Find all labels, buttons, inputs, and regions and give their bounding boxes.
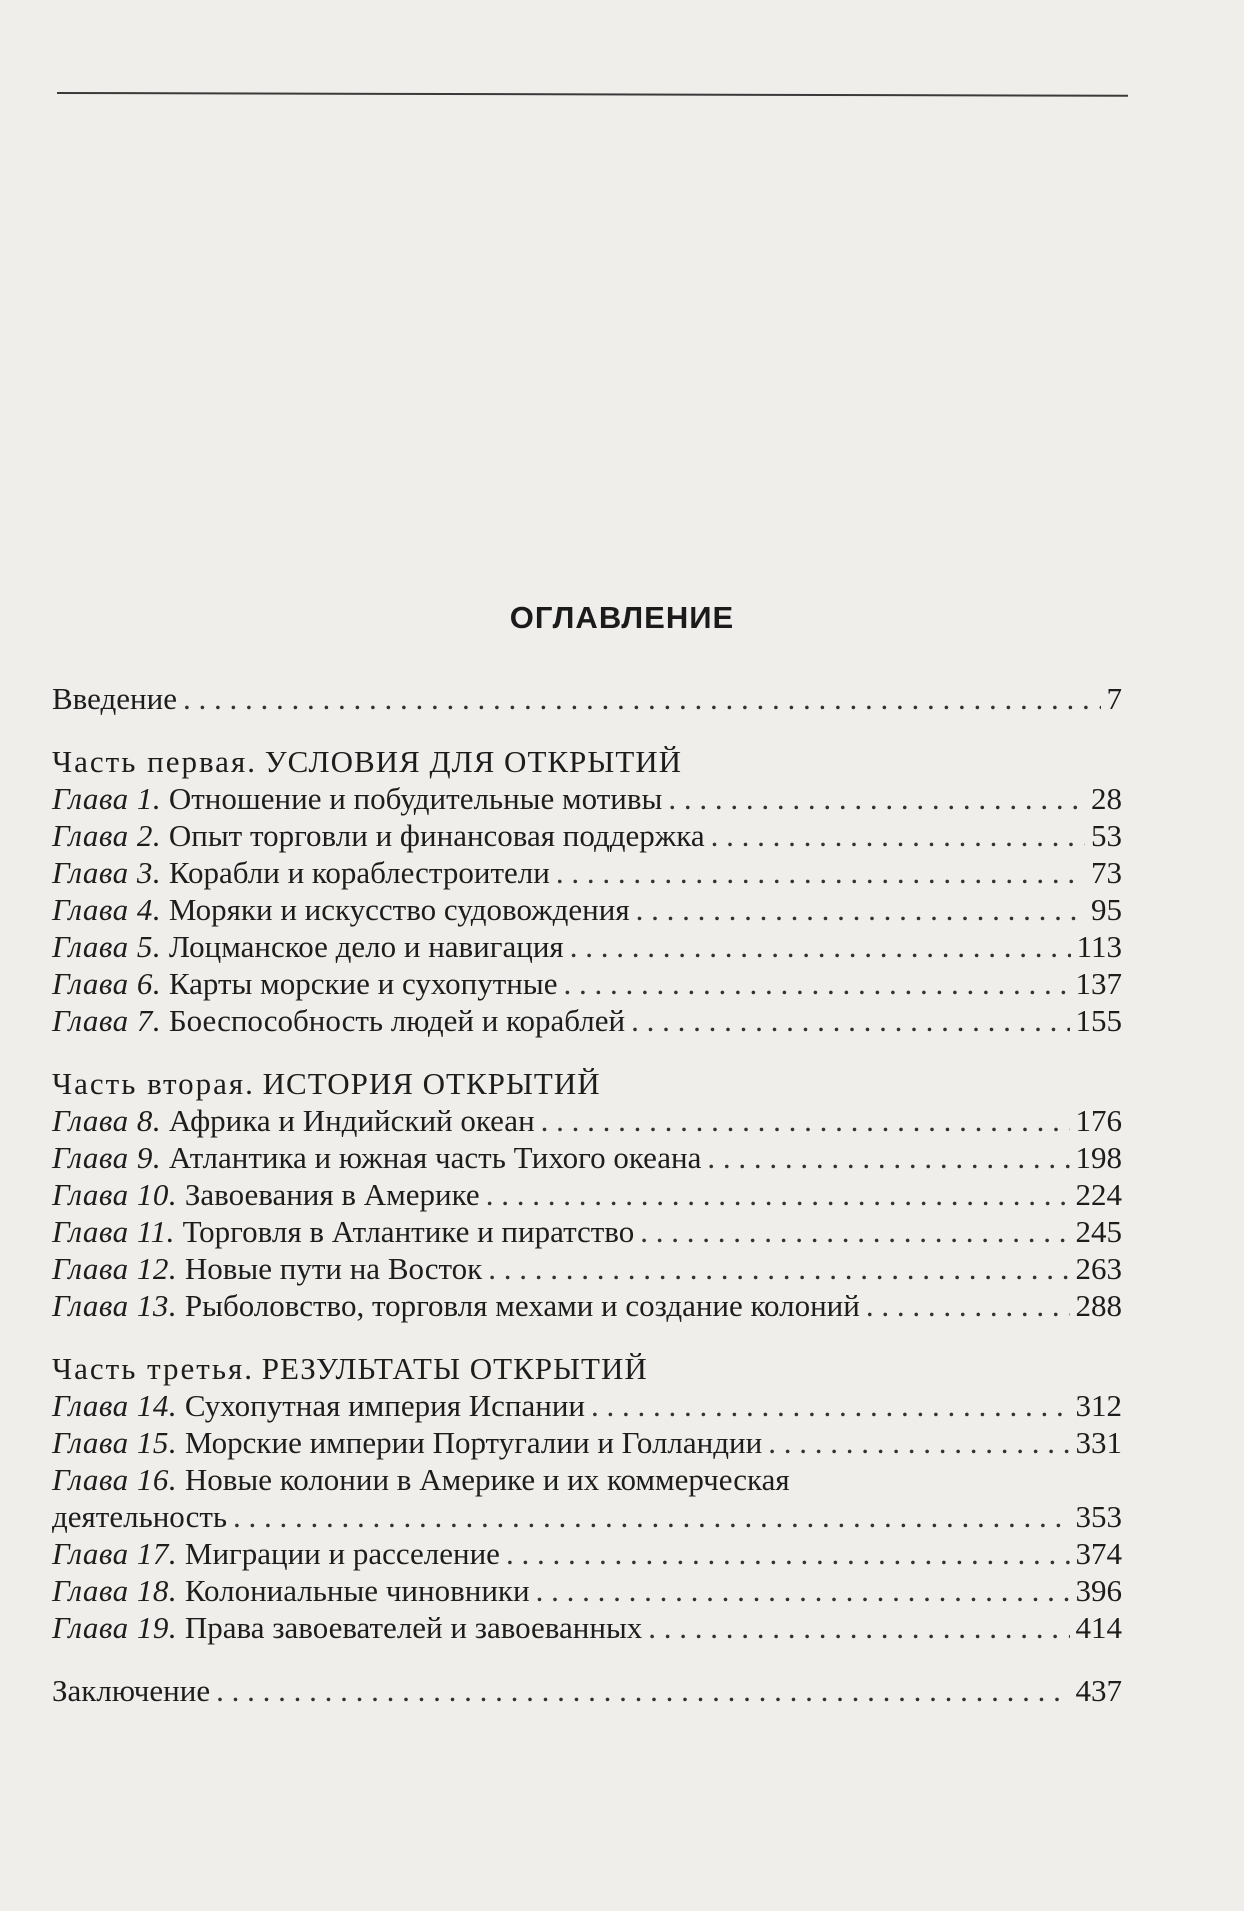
chapter-number: Глава 6. bbox=[52, 966, 162, 1001]
toc-entry-first-line bbox=[52, 1461, 1122, 1498]
page-number: 198 bbox=[1075, 1140, 1122, 1175]
chapter-title: Рыболовство, торговля мехами и создание колоний bbox=[184, 1288, 860, 1323]
entry-label: Введение bbox=[52, 681, 177, 716]
toc-entry bbox=[52, 1609, 1122, 1646]
page-number: 176 bbox=[1075, 1103, 1122, 1138]
part-name: УСЛОВИЯ ДЛЯ ОТКРЫТИЙ bbox=[264, 744, 683, 779]
chapter-title-continuation: деятельность bbox=[52, 1499, 228, 1534]
page-number: 155 bbox=[1075, 1003, 1122, 1038]
chapter-title: Новые пути на Восток bbox=[184, 1251, 483, 1286]
page-number: 414 bbox=[1075, 1610, 1122, 1645]
page-number: 95 bbox=[1091, 892, 1122, 927]
chapter-title: Новые колонии в Америке и их коммерческая bbox=[184, 1462, 790, 1497]
chapter-title: Отношение и побудительные мотивы bbox=[168, 781, 663, 816]
chapter-number: Глава 14. bbox=[52, 1388, 178, 1423]
entry-label: Заключение bbox=[52, 1673, 211, 1708]
toc-entry bbox=[52, 854, 1122, 891]
chapter-number: Глава 5. bbox=[52, 929, 162, 964]
page-number: 263 bbox=[1075, 1251, 1122, 1286]
dot-leader bbox=[541, 1102, 1070, 1139]
dot-leader bbox=[233, 1498, 1069, 1535]
chapter-title: Сухопутная империя Испании bbox=[184, 1388, 586, 1423]
page-number: 224 bbox=[1075, 1177, 1122, 1212]
page-number: 396 bbox=[1075, 1573, 1122, 1608]
chapter-title: Морские империи Португалии и Голландии bbox=[184, 1425, 763, 1460]
toc-entry bbox=[52, 1535, 1122, 1572]
chapter-number: Глава 1. bbox=[52, 781, 162, 816]
page-number: 353 bbox=[1075, 1499, 1122, 1534]
toc-entry bbox=[52, 1213, 1122, 1250]
part-name: ИСТОРИЯ ОТКРЫТИЙ bbox=[262, 1066, 601, 1101]
chapter-title: Корабли и кораблестроители bbox=[168, 855, 550, 890]
page-number: 28 bbox=[1091, 781, 1122, 816]
dot-leader bbox=[570, 928, 1071, 965]
page-number: 7 bbox=[1106, 681, 1122, 716]
dot-leader bbox=[563, 965, 1069, 1002]
chapter-number: Глава 19. bbox=[52, 1610, 178, 1645]
page-number: 245 bbox=[1075, 1214, 1122, 1249]
dot-leader bbox=[216, 1672, 1069, 1709]
dot-leader bbox=[486, 1176, 1070, 1213]
chapter-number: Глава 18. bbox=[52, 1573, 178, 1608]
part-prefix: Часть третья. bbox=[52, 1351, 254, 1386]
dot-leader bbox=[631, 1002, 1069, 1039]
toc-entry bbox=[52, 1250, 1122, 1287]
toc-entry-conclusion bbox=[52, 1672, 1122, 1709]
dot-leader bbox=[866, 1287, 1070, 1324]
chapter-title: Опыт торговли и финансовая поддержка bbox=[168, 818, 705, 853]
toc-entry bbox=[52, 1387, 1122, 1424]
page-number: 437 bbox=[1075, 1673, 1122, 1708]
toc-entry bbox=[52, 891, 1122, 928]
chapter-number: Глава 4. bbox=[52, 892, 162, 927]
toc-title: ОГЛАВЛЕНИЕ bbox=[509, 600, 735, 635]
page-number: 137 bbox=[1075, 966, 1122, 1001]
page-number: 113 bbox=[1076, 929, 1122, 964]
chapter-number: Глава 7. bbox=[52, 1003, 162, 1038]
chapter-number: Глава 13. bbox=[52, 1288, 178, 1323]
page-number: 73 bbox=[1091, 855, 1122, 890]
chapter-number: Глава 9. bbox=[52, 1140, 162, 1175]
dot-leader bbox=[488, 1250, 1069, 1287]
dot-leader bbox=[536, 1572, 1070, 1609]
toc-entry bbox=[52, 1424, 1122, 1461]
dot-leader bbox=[506, 1535, 1070, 1572]
part-prefix: Часть вторая. bbox=[52, 1066, 255, 1101]
toc-entry bbox=[52, 1139, 1122, 1176]
toc-entry bbox=[52, 1498, 1122, 1535]
toc-entry bbox=[52, 1287, 1122, 1324]
chapter-title: Лоцманское дело и навигация bbox=[168, 929, 564, 964]
chapter-title: Торговля в Атлантике и пиратство bbox=[182, 1214, 635, 1249]
table-of-contents bbox=[52, 680, 1122, 1709]
chapter-number: Глава 17. bbox=[52, 1536, 178, 1571]
chapter-title: Завоевания в Америке bbox=[184, 1177, 480, 1212]
chapter-title: Африка и Индийский океан bbox=[168, 1103, 535, 1138]
chapter-title: Моряки и искусство судовождения bbox=[168, 892, 630, 927]
part-heading bbox=[52, 1350, 1122, 1387]
page-number: 331 bbox=[1075, 1425, 1122, 1460]
dot-leader bbox=[768, 1424, 1069, 1461]
page-number: 288 bbox=[1075, 1288, 1122, 1323]
toc-entry bbox=[52, 817, 1122, 854]
dot-leader bbox=[591, 1387, 1069, 1424]
dot-leader bbox=[707, 1139, 1069, 1176]
chapter-number: Глава 2. bbox=[52, 818, 162, 853]
toc-entry bbox=[52, 965, 1122, 1002]
toc-entry bbox=[52, 1102, 1122, 1139]
chapter-number: Глава 10. bbox=[52, 1177, 178, 1212]
page-number: 374 bbox=[1075, 1536, 1122, 1571]
chapter-number: Глава 8. bbox=[52, 1103, 162, 1138]
page-number: 312 bbox=[1075, 1388, 1122, 1423]
toc-entry bbox=[52, 928, 1122, 965]
chapter-title: Права завоевателей и завоеванных bbox=[184, 1610, 643, 1645]
part-heading bbox=[52, 1065, 1122, 1102]
toc-entry bbox=[52, 1572, 1122, 1609]
chapter-title: Боеспособность людей и кораблей bbox=[168, 1003, 626, 1038]
chapter-number: Глава 12. bbox=[52, 1251, 178, 1286]
dot-leader bbox=[711, 817, 1085, 854]
page-number: 53 bbox=[1091, 818, 1122, 853]
part-heading bbox=[52, 743, 1122, 780]
chapter-number: Глава 3. bbox=[52, 855, 162, 890]
dot-leader bbox=[556, 854, 1085, 891]
part-prefix: Часть первая. bbox=[52, 744, 257, 779]
chapter-number: Глава 15. bbox=[52, 1425, 178, 1460]
dot-leader bbox=[640, 1213, 1069, 1250]
chapter-number: Глава 16. bbox=[52, 1462, 178, 1497]
chapter-title: Карты морские и сухопутные bbox=[168, 966, 558, 1001]
dot-leader bbox=[648, 1609, 1069, 1646]
chapter-number: Глава 11. bbox=[52, 1214, 175, 1249]
toc-entry-intro bbox=[52, 680, 1122, 717]
chapter-title: Миграции и расселение bbox=[184, 1536, 500, 1571]
chapter-title: Колониальные чиновники bbox=[184, 1573, 530, 1608]
dot-leader bbox=[668, 780, 1085, 817]
dot-leader bbox=[636, 891, 1085, 928]
toc-entry bbox=[52, 1176, 1122, 1213]
toc-entry bbox=[52, 1002, 1122, 1039]
toc-entry bbox=[52, 780, 1122, 817]
chapter-title: Атлантика и южная часть Тихого океана bbox=[168, 1140, 702, 1175]
top-rule bbox=[57, 92, 1128, 97]
dot-leader bbox=[183, 680, 1101, 717]
part-name: РЕЗУЛЬТАТЫ ОТКРЫТИЙ bbox=[261, 1351, 648, 1386]
